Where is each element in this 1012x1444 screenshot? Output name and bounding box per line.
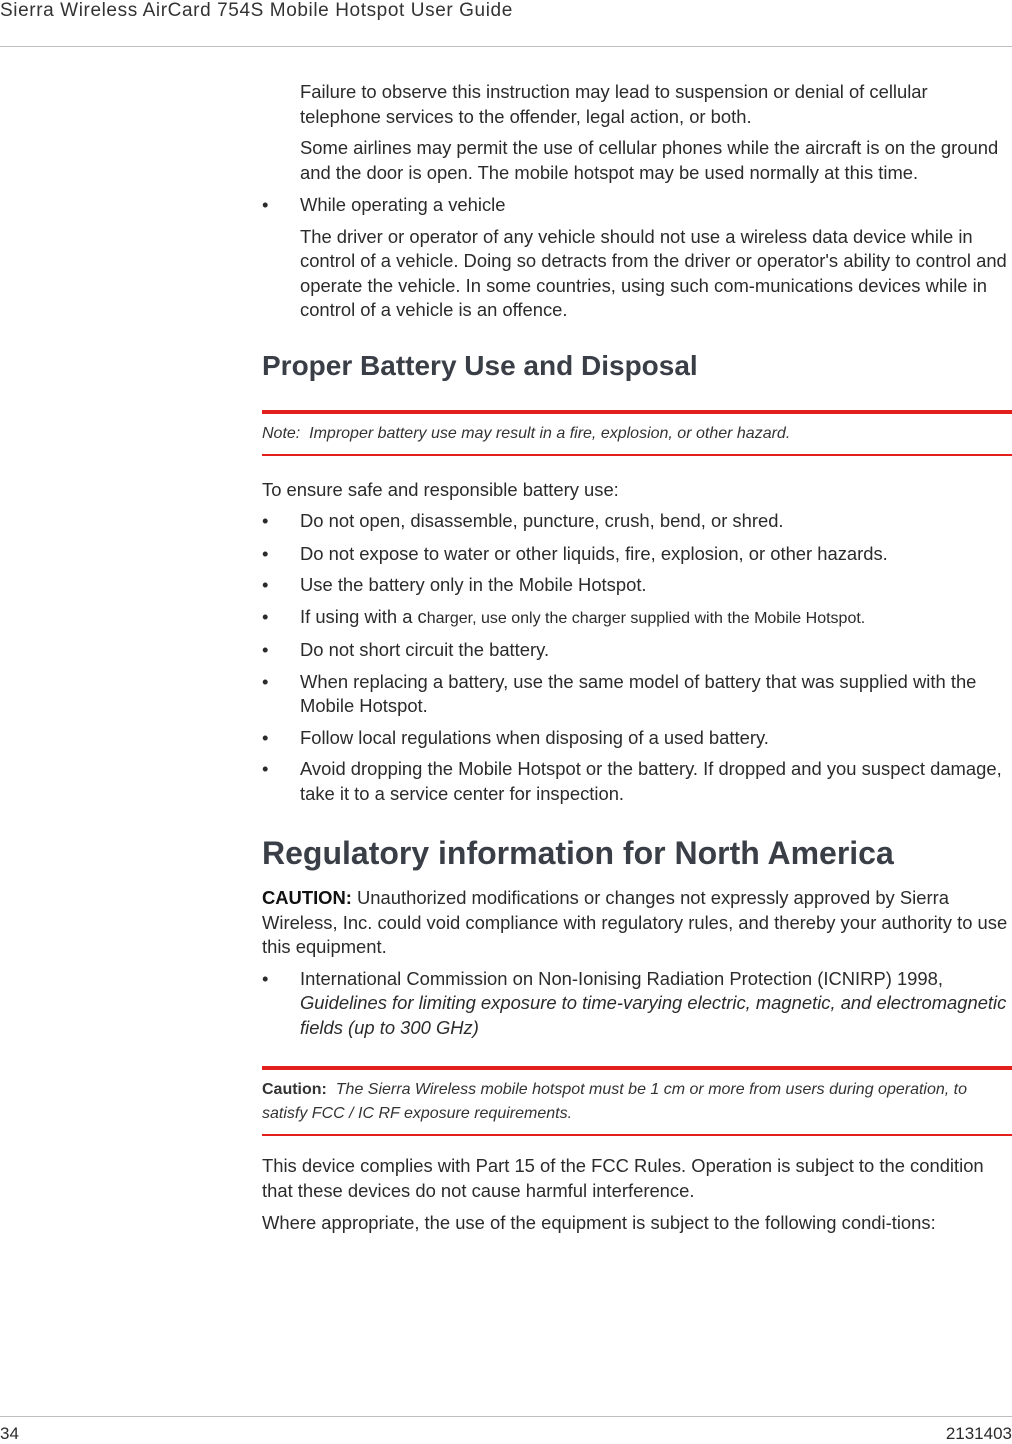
list-item-text: While operating a vehicle — [300, 194, 506, 215]
caution-label: CAUTION: — [262, 887, 352, 908]
intro-paragraph-1: Failure to observe this instruction may lead to suspension or denial of cellular telephone services to the offender, legal action, or both. — [300, 81, 928, 127]
header-divider — [0, 46, 1012, 47]
section-heading-regulatory: Regulatory information for North America — [262, 835, 894, 871]
list-item-text: Avoid dropping the Mobile Hotspot or the battery. If dropped and you suspect damage, take it to a service center for inspection. — [300, 758, 1002, 804]
list-item-text: Do not short circuit the battery. — [300, 639, 550, 660]
bullet-mark: • — [262, 542, 269, 564]
list-item-text: Do not open, disassemble, puncture, crush, bend, or shred. — [300, 510, 784, 531]
bullet-mark: • — [262, 758, 269, 779]
caution-text: Unauthorized modifications or changes not expressly approved by Sierra Wireless, Inc. could void compliance with regulatory rules, and thereby your authority to use this equipment. — [262, 887, 1008, 957]
page-body — [262, 80, 1012, 1236]
bullet-mark: • — [262, 194, 269, 215]
list-item-charger — [262, 605, 1012, 632]
bullet-mark: • — [262, 639, 269, 660]
document-number: 2131403 — [945, 1424, 1012, 1443]
list-item — [262, 670, 1012, 719]
list-item — [262, 509, 1012, 534]
note-text: Improper battery use may result in a fire, explosion, or other hazard. — [309, 424, 791, 442]
list-item — [262, 757, 1012, 806]
list-item-text: Do not expose to water or other liquids, fire, explosion, or other hazards. — [300, 542, 888, 564]
caution-box — [262, 1066, 1012, 1136]
list-item-text: When replacing a battery, use the same model of battery that was supplied with the Mobile Hotspot. — [300, 670, 977, 716]
list-item-icnirp — [262, 967, 1012, 1041]
list-item-text-start: If using with a c — [300, 605, 427, 627]
running-header: Sierra Wireless AirCard 754S Mobile Hotspot User Guide — [0, 0, 513, 21]
list-item — [262, 726, 1012, 751]
note-label: Note: — [262, 424, 301, 442]
bullet-mark: • — [262, 967, 269, 989]
footer-divider — [0, 1416, 1012, 1417]
icnirp-text: International Commission on Non-Ionising Radiation Protection (ICNIRP) 1998, — [300, 967, 943, 989]
list-item — [262, 573, 1012, 598]
caution-box-label: Caution: — [262, 1081, 327, 1098]
list-item-vehicle — [262, 193, 1012, 218]
page-number: 34 — [0, 1424, 19, 1443]
note-box — [262, 410, 1012, 456]
bullet-mark: • — [262, 670, 269, 692]
bullet-mark: • — [262, 605, 269, 627]
bullet-mark: • — [262, 510, 269, 531]
caution-paragraph — [262, 886, 1012, 960]
bullet-mark: • — [262, 574, 269, 595]
list-item-text-rest: harger, use only the charger supplied with the Mobile Hotspot. — [426, 609, 866, 627]
section-heading-battery: Proper Battery Use and Disposal — [262, 349, 698, 381]
conditions-paragraph: Where appropriate, the use of the equipment is subject to the following condi-tions: — [262, 1212, 936, 1233]
list-item — [262, 542, 1012, 567]
caution-box-text: The Sierra Wireless mobile hotspot must be 1 cm or more from users during operation, to satisfy FCC / IC RF exposure requirements. — [262, 1081, 967, 1122]
bullet-mark: • — [262, 726, 269, 748]
intro-paragraph-2: Some airlines may permit the use of cellular phones while the aircraft is on the ground and the door is open. The mobile hotspot may be used normally at this time. — [300, 137, 999, 183]
list-item-text: Follow local regulations when disposing of a used battery. — [300, 726, 769, 748]
intro-paragraph-3: The driver or operator of any vehicle should not use a wireless data device while in control of a vehicle. Doing so detracts from the driver or operator's ability to control and operate the vehicle. In some countries, using such com-munications devices while in control of a vehicle is an offence. — [300, 225, 1007, 320]
battery-lead: To ensure safe and responsible battery use: — [262, 478, 619, 500]
list-item-text: Use the battery only in the Mobile Hotspot. — [300, 574, 647, 595]
icnirp-guideline-title: Guidelines for limiting exposure to time-varying electric, magnetic, and electromagnetic fields (up to 300 GHz) — [300, 992, 1007, 1038]
list-item — [262, 638, 1012, 663]
fcc-paragraph: This device complies with Part 15 of the FCC Rules. Operation is subject to the condition that these devices do not cause harmful interference. — [262, 1155, 984, 1201]
